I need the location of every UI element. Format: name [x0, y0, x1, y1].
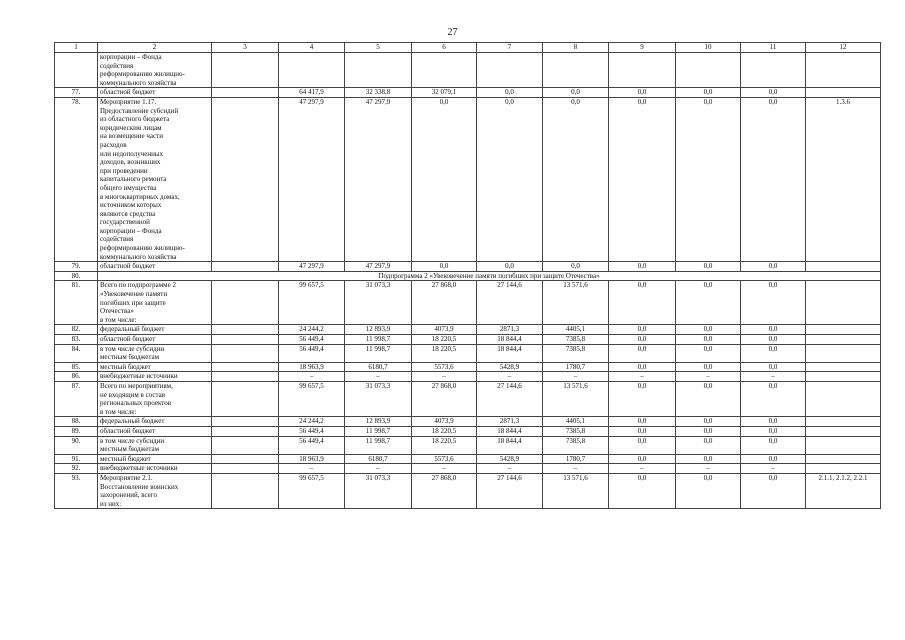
amount-cell: 0,0	[543, 262, 609, 272]
amount-cell: 27 868,0	[412, 473, 477, 508]
row-name: в том числе субсидии местным бюджетам	[98, 344, 212, 362]
table-row	[55, 97, 881, 261]
amount-cell: 0,0	[676, 454, 741, 464]
amount-cell: 99 657,5	[279, 473, 345, 508]
row-name: Всего по мероприятиям, не входящим в состав региональных проектов в том числе:	[98, 381, 212, 416]
amount-cell: 47 297,9	[279, 262, 345, 272]
program-financing-table	[54, 42, 881, 509]
indicator-ref-cell	[806, 362, 881, 372]
amount-cell: 31 073,3	[345, 473, 412, 508]
row-name: Всего по подпрограмме 2 «Увековечение памяти погибших при защите Отечества» в том числе:	[98, 281, 212, 325]
amount-cell: 0,0	[609, 344, 676, 362]
amount-cell	[676, 53, 741, 88]
amount-cell: 32 338,8	[345, 88, 412, 98]
executor-cell	[212, 372, 279, 382]
table-row	[55, 372, 881, 382]
column-number: 5	[345, 43, 412, 53]
amount-cell	[279, 53, 345, 88]
table-row	[55, 454, 881, 464]
amount-cell: 99 657,5	[279, 381, 345, 416]
amount-cell: 0,0	[676, 88, 741, 98]
amount-cell: 0,0	[741, 362, 806, 372]
row-name: федеральный бюджет	[98, 417, 212, 427]
amount-cell: 18 963,9	[279, 362, 345, 372]
amount-cell: 32 079,1	[412, 88, 477, 98]
column-number: 1	[55, 43, 98, 53]
amount-cell: 27 868,0	[412, 381, 477, 416]
amount-cell: 0,0	[741, 417, 806, 427]
amount-cell: 0,0	[741, 426, 806, 436]
amount-cell: 4073,9	[412, 325, 477, 335]
amount-cell: 27 868,0	[412, 281, 477, 325]
column-number: 2	[98, 43, 212, 53]
table-body	[55, 43, 881, 509]
indicator-ref-cell: 2.1.1, 2.1.2, 2.2.1	[806, 473, 881, 508]
amount-cell: 0,0	[543, 88, 609, 98]
column-number: 11	[741, 43, 806, 53]
indicator-ref-cell	[806, 381, 881, 416]
row-name: областной бюджет	[98, 426, 212, 436]
amount-cell: 18 844,4	[477, 436, 543, 454]
row-number: 82.	[55, 325, 98, 335]
table-row	[55, 436, 881, 454]
amount-cell: 2871,3	[477, 325, 543, 335]
amount-cell: 0,0	[741, 262, 806, 272]
amount-cell: 7385,8	[543, 344, 609, 362]
amount-cell: 64 417,9	[279, 88, 345, 98]
table-row	[55, 262, 881, 272]
executor-cell	[212, 344, 279, 362]
indicator-ref-cell	[806, 464, 881, 474]
amount-cell: 0,0	[412, 97, 477, 261]
executor-cell	[212, 417, 279, 427]
row-name: областной бюджет	[98, 335, 212, 345]
amount-cell: 0,0	[676, 426, 741, 436]
amount-cell: 0,0	[543, 97, 609, 261]
table-row	[55, 381, 881, 416]
amount-cell: 0,0	[676, 473, 741, 508]
executor-cell	[212, 473, 279, 508]
amount-cell: 0,0	[741, 473, 806, 508]
amount-cell: 0,0	[609, 426, 676, 436]
amount-cell: 24 244,2	[279, 325, 345, 335]
indicator-ref-cell	[806, 454, 881, 464]
executor-cell	[212, 53, 279, 88]
amount-cell: 0,0	[412, 262, 477, 272]
amount-cell: 11 998,7	[345, 344, 412, 362]
amount-cell: 0,0	[609, 281, 676, 325]
amount-cell: 0,0	[676, 417, 741, 427]
row-number: 88.	[55, 417, 98, 427]
executor-cell	[212, 454, 279, 464]
table-row	[55, 417, 881, 427]
executor-cell	[212, 464, 279, 474]
amount-cell: –	[477, 464, 543, 474]
amount-cell	[477, 53, 543, 88]
amount-cell	[412, 53, 477, 88]
indicator-ref-cell	[806, 426, 881, 436]
amount-cell	[543, 53, 609, 88]
table-row	[55, 344, 881, 362]
amount-cell: 31 073,3	[345, 381, 412, 416]
amount-cell: 0,0	[741, 381, 806, 416]
amount-cell: 0,0	[741, 344, 806, 362]
amount-cell: 4073,9	[412, 417, 477, 427]
amount-cell: 0,0	[676, 335, 741, 345]
column-number-row	[55, 43, 881, 53]
amount-cell: –	[543, 464, 609, 474]
indicator-ref-cell	[806, 281, 881, 325]
amount-cell	[609, 53, 676, 88]
row-name: местный бюджет	[98, 454, 212, 464]
amount-cell: 0,0	[741, 454, 806, 464]
amount-cell: 0,0	[741, 436, 806, 454]
amount-cell: –	[741, 372, 806, 382]
amount-cell: –	[676, 372, 741, 382]
amount-cell: 11 998,7	[345, 335, 412, 345]
amount-cell: 13 571,6	[543, 381, 609, 416]
table-row	[55, 335, 881, 345]
amount-cell: 6180,7	[345, 454, 412, 464]
amount-cell: 11 998,7	[345, 436, 412, 454]
amount-cell: 1780,7	[543, 362, 609, 372]
amount-cell: 0,0	[609, 473, 676, 508]
amount-cell: –	[279, 464, 345, 474]
amount-cell: 47 297,9	[279, 97, 345, 261]
amount-cell: 0,0	[741, 97, 806, 261]
row-name: федеральный бюджет	[98, 325, 212, 335]
table-row	[55, 281, 881, 325]
indicator-ref-cell: 1.3.6	[806, 97, 881, 261]
amount-cell: 18 844,4	[477, 344, 543, 362]
amount-cell: 11 998,7	[345, 426, 412, 436]
row-number: 87.	[55, 381, 98, 416]
amount-cell: 31 073,3	[345, 281, 412, 325]
row-number: 92.	[55, 464, 98, 474]
amount-cell: 0,0	[609, 262, 676, 272]
indicator-ref-cell	[806, 344, 881, 362]
amount-cell: 12 893,9	[345, 325, 412, 335]
executor-cell	[212, 97, 279, 261]
amount-cell: 56 449,4	[279, 335, 345, 345]
amount-cell: 0,0	[477, 97, 543, 261]
amount-cell: 18 844,4	[477, 426, 543, 436]
executor-cell	[212, 88, 279, 98]
amount-cell	[741, 53, 806, 88]
column-number: 3	[212, 43, 279, 53]
amount-cell: 0,0	[609, 436, 676, 454]
amount-cell: 1780,7	[543, 454, 609, 464]
row-number: 85.	[55, 362, 98, 372]
amount-cell: 0,0	[676, 325, 741, 335]
executor-cell	[212, 325, 279, 335]
row-number: 79.	[55, 262, 98, 272]
indicator-ref-cell	[806, 372, 881, 382]
amount-cell: 0,0	[609, 454, 676, 464]
indicator-ref-cell	[806, 88, 881, 98]
amount-cell: 12 893,9	[345, 417, 412, 427]
amount-cell: 5573,6	[412, 454, 477, 464]
row-number: 84.	[55, 344, 98, 362]
executor-cell	[212, 436, 279, 454]
amount-cell: 4405,1	[543, 325, 609, 335]
column-number: 8	[543, 43, 609, 53]
table-row	[55, 88, 881, 98]
indicator-ref-cell	[806, 436, 881, 454]
indicator-ref-cell	[806, 325, 881, 335]
amount-cell: 18 844,4	[477, 335, 543, 345]
section-row	[55, 271, 881, 281]
amount-cell: –	[543, 372, 609, 382]
amount-cell: 18 220,5	[412, 426, 477, 436]
amount-cell: 27 144,6	[477, 281, 543, 325]
executor-cell	[212, 262, 279, 272]
row-name: в том числе субсидии местным бюджетам	[98, 436, 212, 454]
amount-cell: 56 449,4	[279, 426, 345, 436]
row-name: внебюджетные источники	[98, 372, 212, 382]
indicator-ref-cell	[806, 335, 881, 345]
amount-cell: 0,0	[676, 362, 741, 372]
amount-cell: –	[609, 372, 676, 382]
amount-cell	[345, 53, 412, 88]
column-number: 4	[279, 43, 345, 53]
amount-cell: –	[345, 372, 412, 382]
row-number: 78.	[55, 97, 98, 261]
amount-cell: 0,0	[676, 262, 741, 272]
executor-cell	[212, 281, 279, 325]
amount-cell: 0,0	[676, 97, 741, 261]
amount-cell: 56 449,4	[279, 436, 345, 454]
amount-cell: 0,0	[741, 325, 806, 335]
amount-cell: –	[412, 464, 477, 474]
amount-cell: 0,0	[477, 262, 543, 272]
amount-cell: –	[412, 372, 477, 382]
row-name: Мероприятие 2.1. Восстановление воинских захоронений, всего из них:	[98, 473, 212, 508]
row-number: 83.	[55, 335, 98, 345]
amount-cell: –	[345, 464, 412, 474]
amount-cell: 5428,9	[477, 362, 543, 372]
amount-cell: 18 220,5	[412, 436, 477, 454]
amount-cell: 13 571,6	[543, 473, 609, 508]
indicator-ref-cell	[806, 53, 881, 88]
amount-cell: 0,0	[609, 381, 676, 416]
amount-cell: 6180,7	[345, 362, 412, 372]
row-number	[55, 53, 98, 88]
amount-cell: 0,0	[741, 281, 806, 325]
amount-cell: 0,0	[676, 344, 741, 362]
amount-cell: –	[676, 464, 741, 474]
table-row	[55, 325, 881, 335]
amount-cell: 18 220,5	[412, 344, 477, 362]
row-name: внебюджетные источники	[98, 464, 212, 474]
row-name: областной бюджет	[98, 262, 212, 272]
amount-cell: 0,0	[609, 325, 676, 335]
row-number: 86.	[55, 372, 98, 382]
amount-cell: 13 571,6	[543, 281, 609, 325]
column-number: 12	[806, 43, 881, 53]
executor-cell	[212, 362, 279, 372]
amount-cell: 56 449,4	[279, 344, 345, 362]
amount-cell: 0,0	[609, 362, 676, 372]
amount-cell: 4405,1	[543, 417, 609, 427]
column-number: 10	[676, 43, 741, 53]
amount-cell: 7385,8	[543, 426, 609, 436]
executor-cell	[212, 426, 279, 436]
column-number: 9	[609, 43, 676, 53]
table-row	[55, 53, 881, 88]
amount-cell: 5573,6	[412, 362, 477, 372]
amount-cell: 0,0	[676, 381, 741, 416]
section-title: Подпрограмма 2 «Увековечение памяти погибших при защите Отечества»	[98, 271, 881, 281]
row-name: Мероприятие 1.17. Предоставление субсидий из областного бюджета юридическим лицам на возмещение части расходов или недополученных доходов, возникших при проведении капитального ремонта общего имущества в многоквартирных домах, источником которых являются средства государственной корпорации – Фонда содействия реформированию жилищно- коммунального хозяйства	[98, 97, 212, 261]
row-name: корпорации – Фонда содействия реформированию жилищно- коммунального хозяйства	[98, 53, 212, 88]
row-number: 77.	[55, 88, 98, 98]
amount-cell: 0,0	[477, 88, 543, 98]
executor-cell	[212, 381, 279, 416]
executor-cell	[212, 335, 279, 345]
table-row	[55, 464, 881, 474]
row-number: 81.	[55, 281, 98, 325]
amount-cell: 2871,3	[477, 417, 543, 427]
amount-cell: 0,0	[609, 97, 676, 261]
amount-cell: 47 297,9	[345, 97, 412, 261]
amount-cell: 0,0	[676, 281, 741, 325]
amount-cell: 99 657,5	[279, 281, 345, 325]
amount-cell: 0,0	[741, 335, 806, 345]
table-row	[55, 362, 881, 372]
amount-cell: 18 963,9	[279, 454, 345, 464]
row-number: 80.	[55, 271, 98, 281]
row-name: областной бюджет	[98, 88, 212, 98]
table-row	[55, 473, 881, 508]
amount-cell: 27 144,6	[477, 473, 543, 508]
column-number: 6	[412, 43, 477, 53]
amount-cell: 24 244,2	[279, 417, 345, 427]
column-number: 7	[477, 43, 543, 53]
amount-cell: 7385,8	[543, 436, 609, 454]
indicator-ref-cell	[806, 417, 881, 427]
amount-cell: 0,0	[609, 88, 676, 98]
amount-cell: 27 144,6	[477, 381, 543, 416]
amount-cell: 7385,8	[543, 335, 609, 345]
indicator-ref-cell	[806, 262, 881, 272]
row-number: 93.	[55, 473, 98, 508]
amount-cell: –	[609, 464, 676, 474]
page-number: 27	[447, 27, 458, 38]
amount-cell: 0,0	[741, 88, 806, 98]
row-number: 91.	[55, 454, 98, 464]
amount-cell: 0,0	[609, 335, 676, 345]
row-name: местный бюджет	[98, 362, 212, 372]
amount-cell: –	[279, 372, 345, 382]
amount-cell: 0,0	[676, 436, 741, 454]
table-row	[55, 426, 881, 436]
amount-cell: 47 297,9	[345, 262, 412, 272]
amount-cell: –	[477, 372, 543, 382]
row-number: 90.	[55, 436, 98, 454]
amount-cell: 0,0	[609, 417, 676, 427]
amount-cell: –	[741, 464, 806, 474]
amount-cell: 5428,9	[477, 454, 543, 464]
row-number: 89.	[55, 426, 98, 436]
amount-cell: 18 220,5	[412, 335, 477, 345]
